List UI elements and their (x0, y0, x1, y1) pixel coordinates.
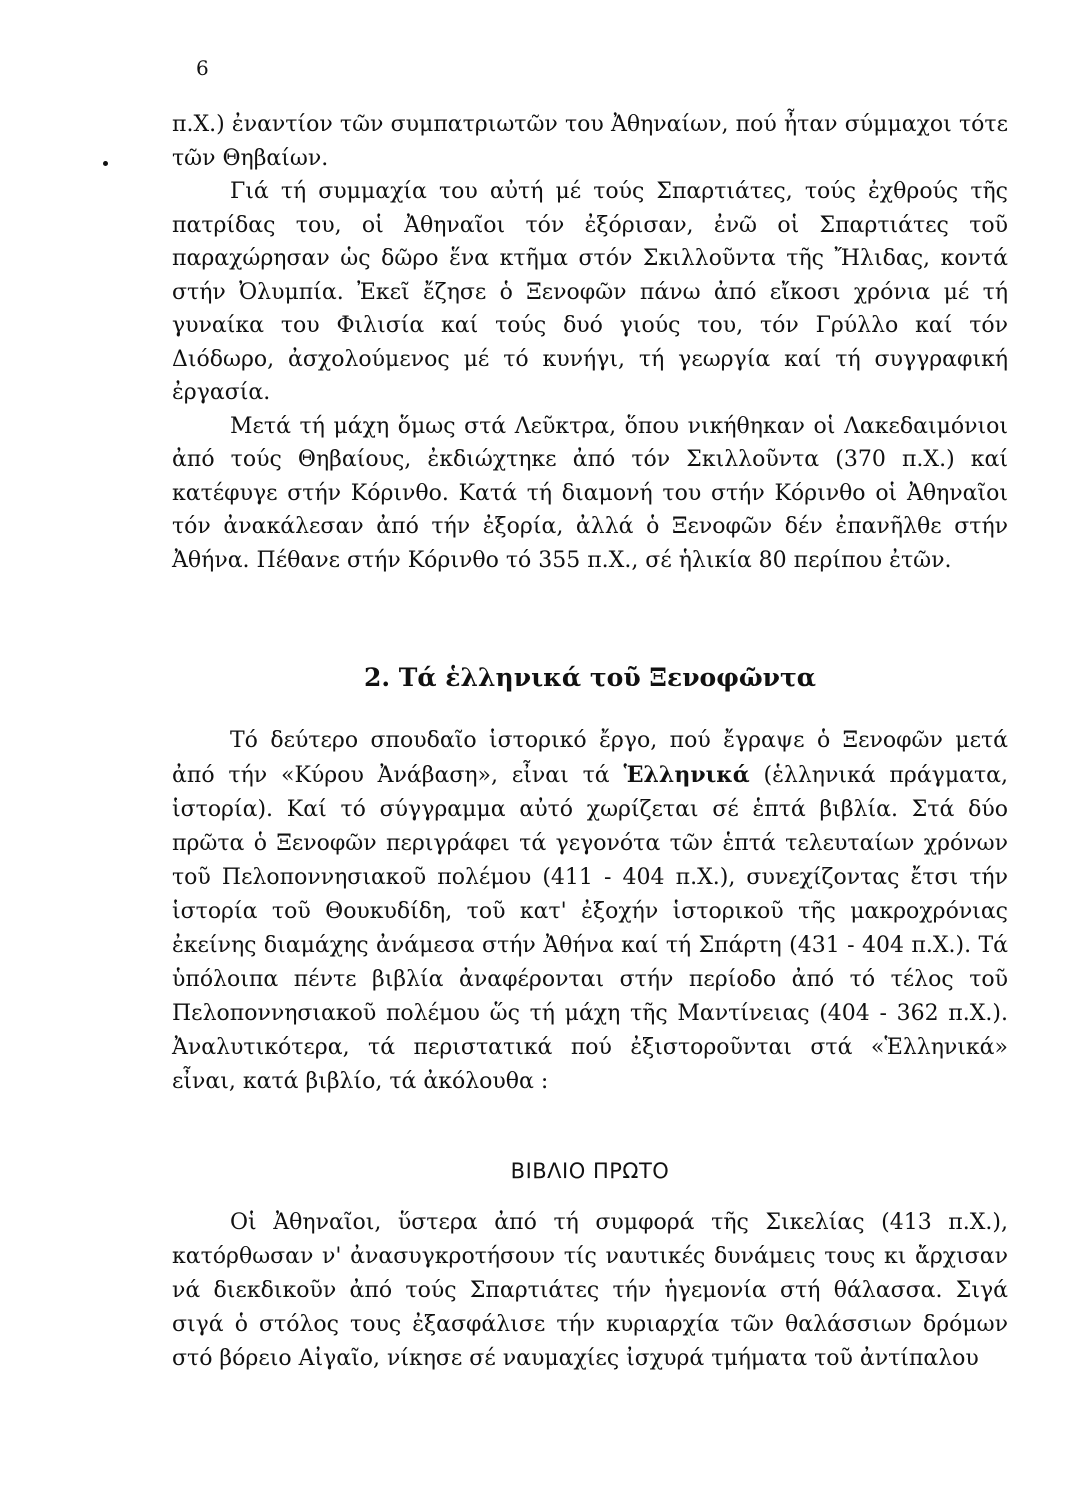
intro-section (172, 108, 1008, 577)
intro-paragraph-2: Γιά τή συμμαχία του αὐτή μέ τούς Σπαρτιάτες, τούς ἐχθρούς τῆς πατρίδας του, οἱ Ἀθηναῖοι τόν ἐξόρισαν, ἐνῶ οἱ Σπαρτιάτες τοῦ παραχώρησαν ὡς δῶρο ἕνα κτῆμα στόν Σκιλλοῦντα τῆς Ἤλιδας, κοντά στήν Ὀλυμπία. Ἐκεῖ ἔζησε ὁ Ξενοφῶν πάνω ἀπό εἴκοσι χρόνια μέ τή γυναίκα του Φιλισία καί τούς δυό γιούς του, τόν Γρύλλο καί τόν Διόδωρο, ἀσχολούμενος μέ τό κυνήγι, τή γεωργία καί τή συγγραφική ἐργασία. (172, 179, 1008, 405)
hellenica-paragraph (172, 724, 1008, 1099)
intro-paragraph-3: Μετά τή μάχη ὅμως στά Λεῦκτρα, ὅπου νικήθηκαν οἱ Λακεδαιμόνιοι ἀπό τούς Θηβαίους, ἐκδιώχτηκε ἀπό τόν Σκιλλοῦντα (370 π.Χ.) καί κατέφυγε στήν Κόρινθο. Κατά τή διαμονή του στήν Κόρινθο οἱ Ἀθηναῖοι τόν ἀνακάλεσαν ἀπό τήν ἐξορία, ἀλλά ὁ Ξενοφῶν δέν ἐπανῆλθε στήν Ἀθήνα. Πέθανε στήν Κόρινθο τό 355 π.Χ., σέ ἡλικία 80 περίπου ἐτῶν. (172, 413, 1008, 573)
hellenica-text-rest: (ἑλληνικά πράγματα, ἱστορία). Καί τό σύγγραμμα αὐτό χωρίζεται σέ ἑπτά βιβλία. Στά δύο πρῶτα ὁ Ξενοφῶν περιγράφει τά γεγονότα τῶν ἑπτά τελευταίων χρόνων τοῦ Πελοποννησιακοῦ πολέμου (411 - 404 π.Χ.), συνεχίζοντας ἔτσι τήν ἱστορία τοῦ Θουκυδίδη, τοῦ κατ' ἐξοχήν ἱστορικοῦ τῆς μακροχρόνιας ἐκείνης διαμάχης ἀνάμεσα στήν Ἀθήνα καί τή Σπάρτη (431 - 404 π.Χ.). Τά ὑπόλοιπα πέντε βιβλία ἀναφέρονται στήν περίοδο ἀπό τό τέλος τοῦ Πελοποννησιακοῦ πολέμου ὥς τή μάχη τῆς Μαντίνειας (404 - 362 π.Χ.). Ἀναλυτικότερα, τά περιστατικά πού ἐξιστοροῦνται στά «Ἑλληνικά» εἶναι, κατά βιβλίο, τά ἀκόλουθα : (172, 763, 1008, 1094)
book-one-heading: ΒΙΒΛΙΟ ΠΡΩΤΟ (510, 1159, 670, 1183)
margin-dot-mark (103, 161, 108, 166)
intro-paragraph-1: π.Χ.) ἐναντίον τῶν συμπατριωτῶν του Ἀθηναίων, πού ἦταν σύμμαχοι τότε τῶν Θηβαίων. (172, 112, 1008, 171)
section-title: 2. Τά ἑλληνικά τοῦ Ξενοφῶντα (363, 663, 817, 692)
page-number: 6 (196, 56, 209, 80)
book-one-paragraph: Οἱ Ἀθηναῖοι, ὕστερα ἀπό τή συμφορά τῆς Σικελίας (413 π.Χ.), κατόρθωσαν ν' ἀνασυγκροτήσουν τίς ναυτικές δυνάμεις τους κι ἄρχισαν νά διεκδικοῦν ἀπό τούς Σπαρτιάτες τήν ἡγεμονία στή θάλασσα. Σιγά σιγά ὁ στόλος τους ἐξασφάλισε τήν κυριαρχία τῶν θαλάσσιων δρόμων στό βόρειο Αἰγαῖο, νίκησε σέ ναυμαχίες ἰσχυρά τμήματα τοῦ ἀντίπαλου (172, 1210, 1008, 1371)
book-one-section (172, 1206, 1008, 1376)
hellenica-text-start: Τό δεύτερο σπουδαῖο ἱστορικό ἔργο, πού ἔγραψε ὁ Ξενοφῶν μετά ἀπό τήν «Κύρου Ἀνάβαση», εἶναι τά (172, 728, 1008, 788)
hellenica-term: Ἑλληνικά (623, 762, 750, 788)
hellenica-section (172, 724, 1008, 1099)
